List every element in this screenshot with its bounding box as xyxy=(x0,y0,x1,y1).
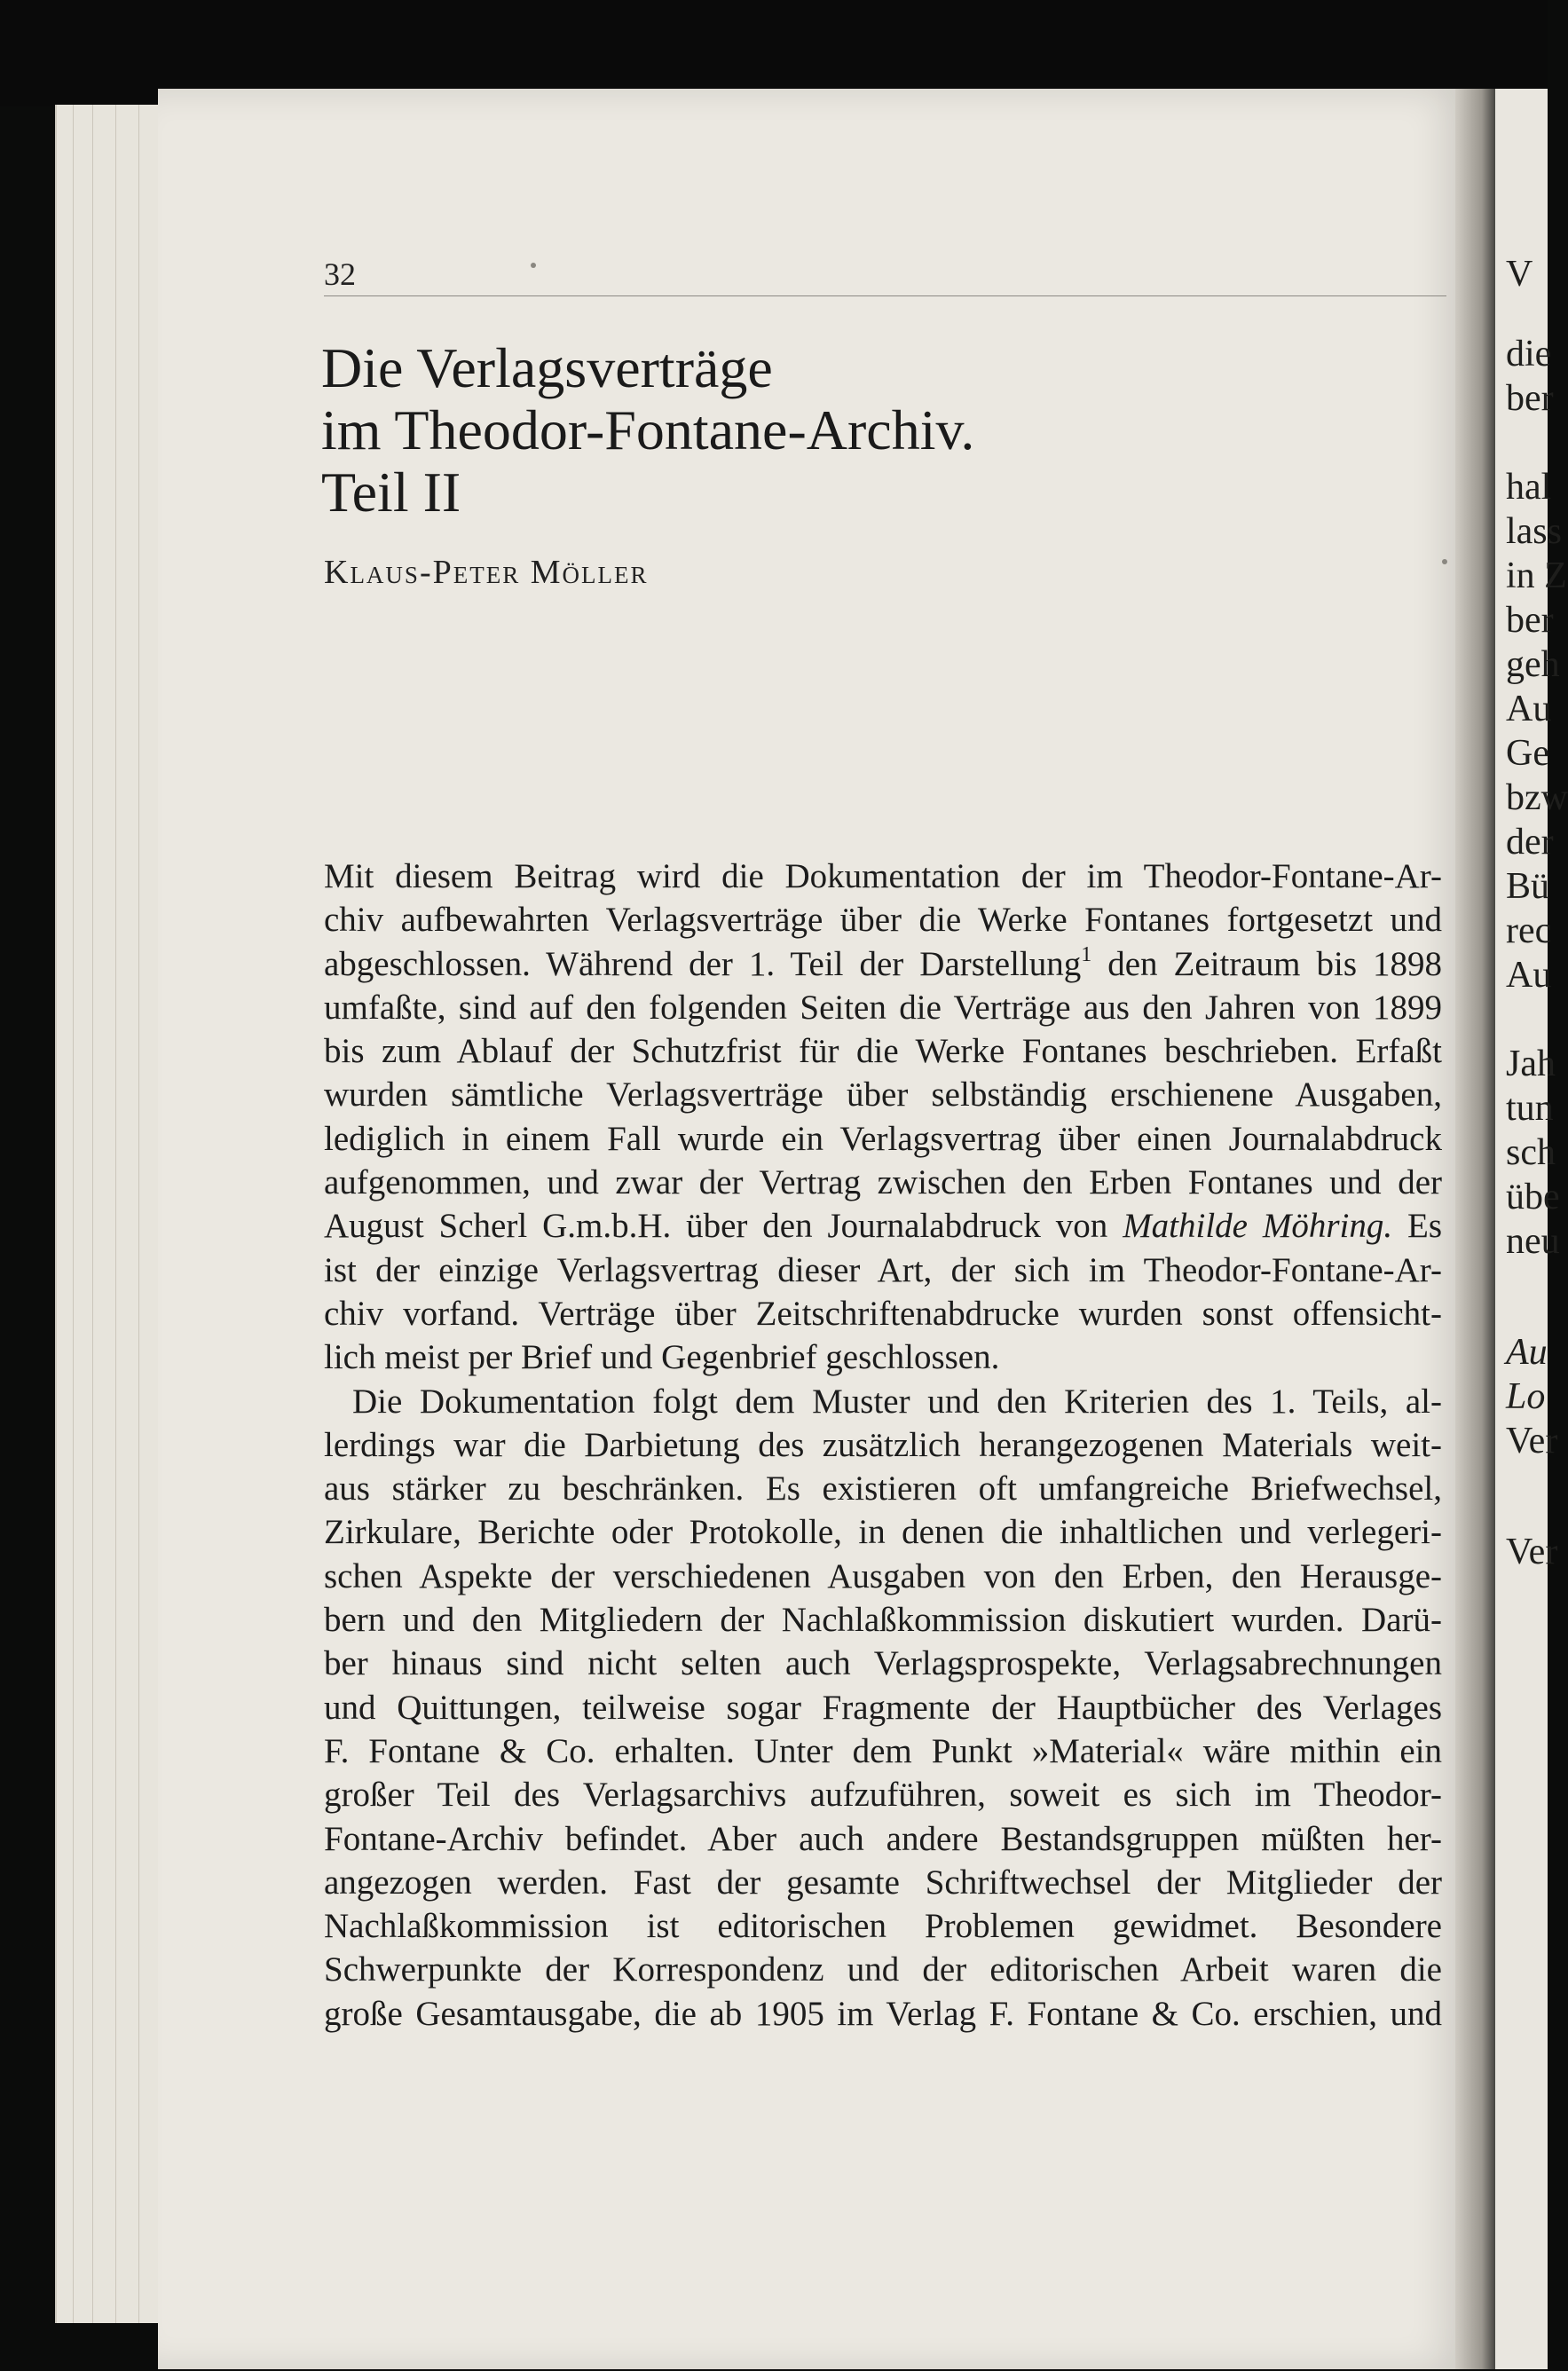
text-line: Nachlaßkommission ist editorischen Problemen gewidmet. Besondere xyxy=(324,1907,1442,1946)
right-page-fragment: hal xyxy=(1506,467,1552,508)
text-line: F. Fontane & Co. erhalten. Unter dem Punkt »Material« wäre mithin ein xyxy=(324,1731,1442,1770)
text-line: Die Dokumentation folgt dem Muster und den Kriterien des 1. Teils, al- xyxy=(352,1382,1442,1421)
print-speck xyxy=(1442,559,1447,564)
footnote-marker: 1 xyxy=(1081,942,1092,966)
text-line: Mit diesem Beitrag wird die Dokumentation der im Theodor-Fontane-Ar- xyxy=(324,857,1442,895)
text-line xyxy=(324,942,1442,986)
text-line: große Gesamtausgabe, die ab 1905 im Verlag F. Fontane & Co. erschien, und xyxy=(324,1994,1442,2033)
book-gutter xyxy=(1455,89,1500,2369)
text-line: lediglich in einem Fall wurde ein Verlagsvertrag über einen Journalabdruck xyxy=(324,1119,1442,1158)
text-segment: August Scherl G.m.b.H. über den Journalabdruck von xyxy=(324,1207,1108,1246)
text-line: lich meist per Brief und Gegenbrief geschlossen. xyxy=(324,1338,1000,1377)
right-page-fragment: übe xyxy=(1506,1177,1560,1217)
text-line: schen Aspekte der verschiedenen Ausgaben von den Erben, den Herausge- xyxy=(324,1556,1442,1595)
text-line: angezogen werden. Fast der gesamte Schriftwechsel der Mitglieder der xyxy=(324,1863,1442,1902)
print-speck xyxy=(531,263,536,268)
right-page-fragment: tun xyxy=(1506,1088,1554,1129)
right-page-fragment: in Z xyxy=(1506,555,1567,596)
header-rule xyxy=(324,295,1446,296)
page-edge-line xyxy=(138,105,139,2323)
article-title xyxy=(321,337,974,524)
text-line: umfaßte, sind auf den folgenden Seiten die Verträge aus den Jahren von 1899 xyxy=(324,988,1442,1027)
text-line: ber hinaus sind nicht selten auch Verlagsprospekte, Verlagsabrechnungen xyxy=(324,1644,1442,1683)
text-segment: abgeschlossen. Während der 1. Teil der Darstellung xyxy=(324,944,1082,983)
page-stack-edge xyxy=(55,105,163,2323)
right-page-fragment: geh xyxy=(1506,644,1560,685)
text-line: aufgenommen, und zwar der Vertrag zwischen den Erben Fontanes und der xyxy=(324,1163,1442,1202)
page-edge-line xyxy=(92,105,93,2323)
text-line: Zirkulare, Berichte oder Protokolle, in denen die inhaltlichen und verlegeri- xyxy=(324,1513,1442,1552)
author-name: Klaus-Peter Möller xyxy=(324,554,649,591)
right-page-fragment: bzw xyxy=(1506,777,1568,818)
text-line xyxy=(324,1204,1442,1248)
italic-title: Mathilde Möhring. xyxy=(1123,1207,1393,1246)
right-page-fragment: Ge xyxy=(1506,733,1549,774)
text-line: wurden sämtliche Verlagsverträge über selbständig erschienene Ausgaben, xyxy=(324,1075,1442,1115)
text-line: aus stärker zu beschränken. Es existieren oft umfangreiche Briefwechsel, xyxy=(324,1469,1442,1508)
right-page-fragment: Au xyxy=(1506,689,1552,729)
right-page-fragment: sch xyxy=(1506,1132,1556,1173)
title-line: Teil II xyxy=(321,461,461,524)
right-page-fragment: neu xyxy=(1506,1221,1560,1262)
text-line: chiv vorfand. Verträge über Zeitschriftenabdrucke wurden sonst offensicht- xyxy=(324,1294,1442,1333)
body-text xyxy=(324,855,1442,2036)
right-page-fragment: Au xyxy=(1506,1332,1548,1373)
text-segment: Es xyxy=(1407,1207,1443,1246)
text-line: bern und den Mitgliedern der Nachlaßkommission diskutiert wurden. Darü- xyxy=(324,1601,1442,1640)
text-line: bis zum Ablauf der Schutzfrist für die Werke Fontanes beschrieben. Erfaßt xyxy=(324,1032,1442,1071)
title-line: im Theodor-Fontane-Archiv. xyxy=(321,398,975,461)
right-page-fragment: V xyxy=(1506,254,1533,295)
right-page-fragment: Au xyxy=(1506,955,1552,996)
text-segment: den Zeitraum bis 1898 xyxy=(1107,944,1443,983)
text-line: und Quittungen, teilweise sogar Fragmente der Hauptbücher des Verlages xyxy=(324,1688,1442,1727)
text-line: Schwerpunkte der Korrespondenz und der editorischen Arbeit waren die xyxy=(324,1950,1442,1989)
text-line: großer Teil des Verlagsarchivs aufzuführen, soweit es sich im Theodor- xyxy=(324,1776,1442,1815)
right-page-fragment: Ver xyxy=(1506,1532,1558,1572)
text-line: lerdings war die Darbietung des zusätzlich herangezogenen Materials weit- xyxy=(324,1425,1442,1464)
right-page-fragment: Ver xyxy=(1506,1421,1558,1461)
text-line: ist der einzige Verlagsvertrag dieser Art, der sich im Theodor-Fontane-Ar- xyxy=(324,1250,1442,1289)
text-line: Fontane-Archiv befindet. Aber auch andere Bestandsgruppen müßten her- xyxy=(324,1819,1442,1858)
page-edge-line xyxy=(73,105,74,2323)
right-page-fragment: Jah xyxy=(1506,1044,1556,1084)
right-page-fragment: ber xyxy=(1506,378,1554,419)
right-page-fragment: rec xyxy=(1506,910,1552,951)
right-page-fragment: ber xyxy=(1506,600,1554,641)
right-page-fragment: Lo xyxy=(1506,1376,1546,1417)
page-number: 32 xyxy=(324,256,356,292)
page-edge-line xyxy=(115,105,116,2323)
right-page-fragment: der xyxy=(1506,822,1554,863)
right-page-edge xyxy=(1495,89,1568,2369)
title-line: Die Verlagsverträge xyxy=(321,336,773,399)
right-page-fragment: lass xyxy=(1506,511,1562,552)
right-page-fragment: Bü xyxy=(1506,866,1550,907)
right-page-fragment: die xyxy=(1506,334,1552,374)
text-line: chiv aufbewahrten Verlagsverträge über die Werke Fontanes fortgesetzt und xyxy=(324,901,1442,940)
